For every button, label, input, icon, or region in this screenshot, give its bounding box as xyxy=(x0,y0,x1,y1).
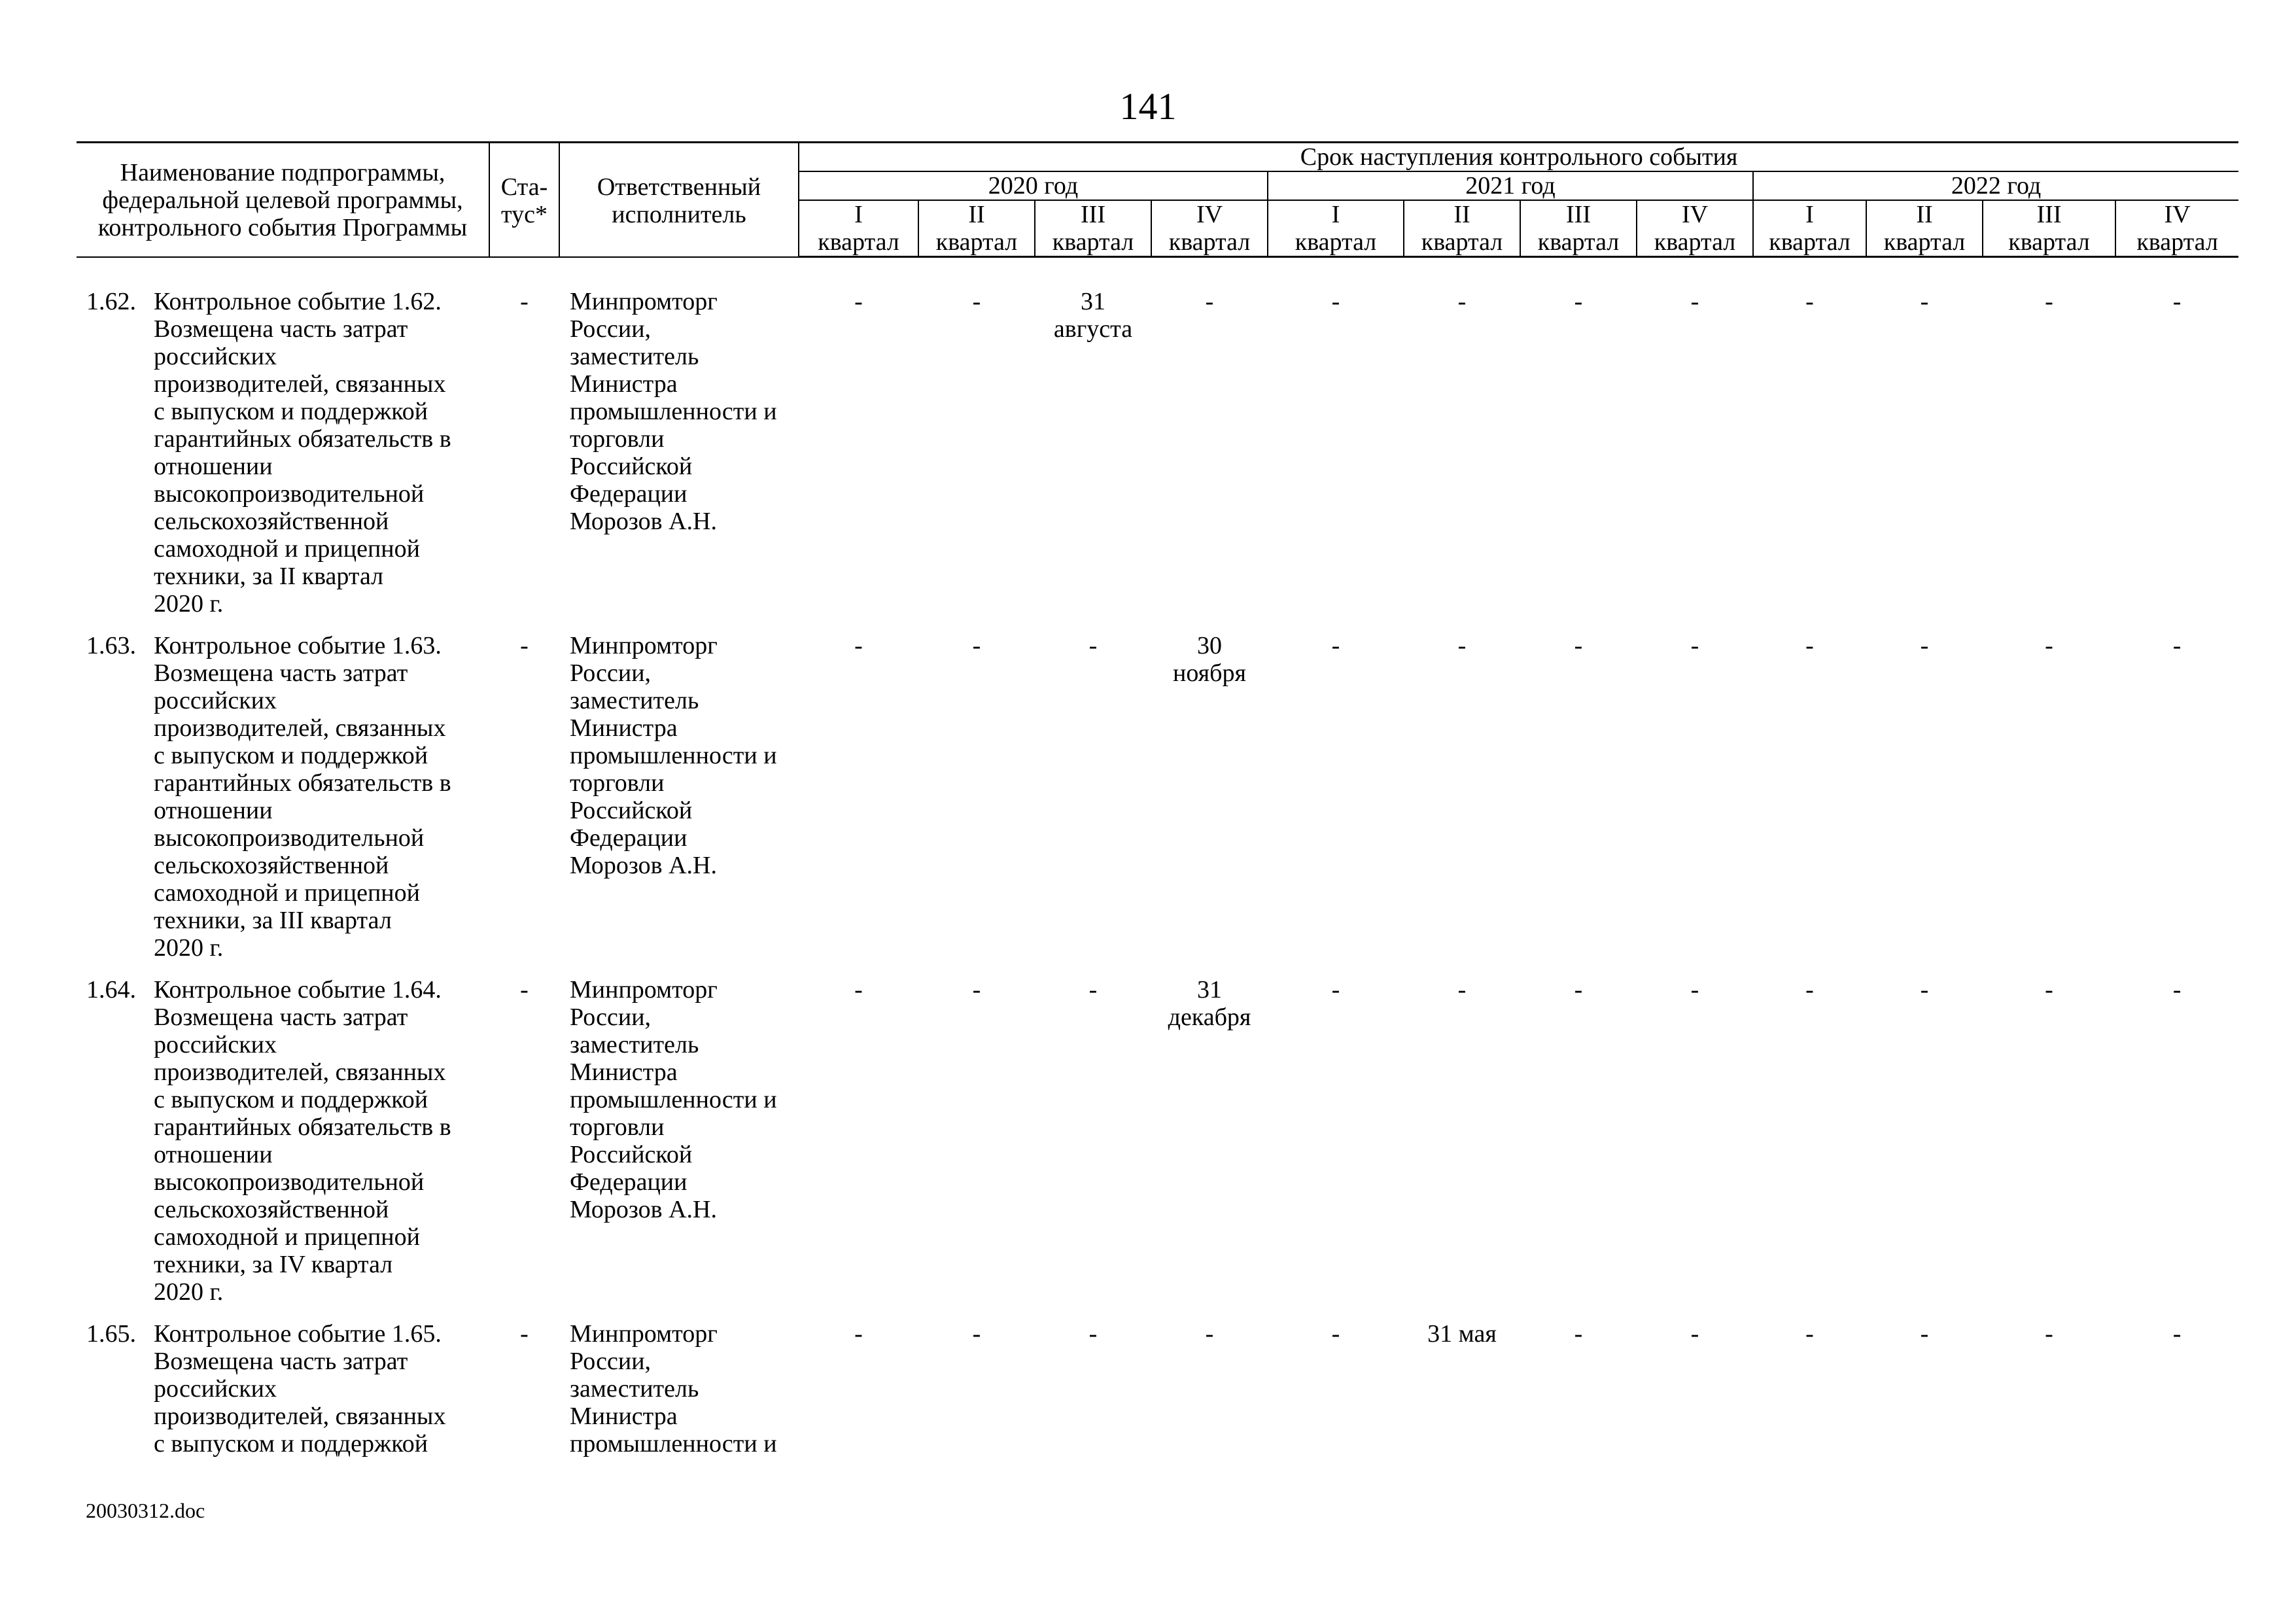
event-description-line: гарантийных обязательств в xyxy=(154,425,451,453)
quarter-deadline-line: - xyxy=(1920,976,1929,1003)
quarter-deadline-line: 31 xyxy=(1197,976,1222,1003)
header-quarter-line: квартал xyxy=(1537,228,1620,256)
header-quarter xyxy=(2115,200,2238,257)
quarter-deadline-cell xyxy=(1035,288,1151,632)
quarter-deadline-line: - xyxy=(1088,632,1098,659)
quarter-deadline-cell xyxy=(918,632,1035,976)
event-name-cell xyxy=(77,632,489,976)
executor-cell xyxy=(559,1320,799,1472)
header-quarter-line: квартал xyxy=(2136,228,2218,256)
header-executor-column xyxy=(559,143,799,257)
header-quarter-line: квартал xyxy=(1654,228,1736,256)
header-quarter-line: I xyxy=(1331,201,1340,228)
quarter-deadline-line: - xyxy=(1690,976,1699,1003)
quarter-deadline-line: - xyxy=(2045,288,2053,315)
quarter-deadline-cell xyxy=(1637,288,1753,632)
header-status-line: тус* xyxy=(501,201,548,228)
quarter-deadline-line: - xyxy=(1457,632,1467,659)
header-quarter-line: квартал xyxy=(1421,228,1503,256)
status-cell: - xyxy=(520,288,529,315)
event-description-line: отношении xyxy=(154,1141,273,1168)
header-name-column xyxy=(77,143,489,257)
executor-line: Российской xyxy=(570,453,693,480)
quarter-deadline-line: - xyxy=(972,1320,981,1348)
executor-line: промышленности и xyxy=(570,742,777,769)
event-description-line: техники, за III квартал xyxy=(154,907,392,934)
event-description xyxy=(154,1320,489,1457)
quarter-deadline-cell xyxy=(1637,1320,1753,1472)
quarter-deadline-line: - xyxy=(1574,632,1583,659)
header-executor-line: Ответственный xyxy=(597,173,761,201)
event-description-line: отношении xyxy=(154,797,273,824)
header-quarter-line: квартал xyxy=(1883,228,1966,256)
header-quarter xyxy=(1866,200,1983,257)
quarter-deadline-cell xyxy=(1268,1320,1404,1472)
header-quarter xyxy=(1983,200,2115,257)
executor-cell xyxy=(559,288,799,632)
event-description xyxy=(154,288,489,618)
quarter-deadline-cell xyxy=(1151,632,1268,976)
executor-line: Федерации xyxy=(570,824,687,852)
quarter-deadline-line: - xyxy=(1331,632,1340,659)
quarter-deadline-line: - xyxy=(2172,976,2182,1003)
event-description xyxy=(154,976,489,1306)
event-description-line: с выпуском и поддержкой xyxy=(154,398,428,425)
executor-line: России, xyxy=(570,1348,652,1375)
event-description-line: Контрольное событие 1.65. xyxy=(154,1320,442,1348)
quarter-deadline-cell xyxy=(1983,288,2115,632)
quarter-deadline-cell xyxy=(2115,976,2238,1320)
event-description-line: высокопроизводительной xyxy=(154,480,425,508)
quarter-deadline-line: - xyxy=(972,288,981,315)
quarter-deadline-cell xyxy=(1151,288,1268,632)
executor-line: Министра xyxy=(570,1058,678,1086)
header-quarter xyxy=(1268,200,1404,257)
quarter-deadline-line: - xyxy=(2172,1320,2182,1348)
event-description-line: Контрольное событие 1.62. xyxy=(154,288,442,315)
executor-line: Федерации xyxy=(570,1168,687,1196)
executor-line: Морозов А.Н. xyxy=(570,852,717,879)
quarter-deadline-cell xyxy=(1520,1320,1637,1472)
event-description-line: 2020 г. xyxy=(154,1278,224,1306)
quarter-deadline-cell xyxy=(1637,632,1753,976)
quarter-deadline-cell xyxy=(799,976,918,1320)
header-quarter xyxy=(1035,200,1151,257)
header-quarter-line: квартал xyxy=(818,228,899,256)
executor-line: промышленности и xyxy=(570,1430,777,1457)
event-description-line: самоходной и прицепной xyxy=(154,1223,420,1251)
quarter-deadline-line: - xyxy=(1457,976,1467,1003)
executor-line: Федерации xyxy=(570,480,687,508)
header-name-line: федеральной целевой программы, xyxy=(102,186,463,214)
header-name-line: контрольного события Программы xyxy=(97,214,468,241)
event-description-line: Возмещена часть затрат xyxy=(154,659,408,687)
table-row xyxy=(77,1320,2238,1472)
event-description-line: производителей, связанных xyxy=(154,1058,446,1086)
table-body xyxy=(77,257,2238,1473)
table-row xyxy=(77,632,2238,976)
quarter-deadline-line: декабря xyxy=(1168,1003,1251,1031)
quarter-deadline-cell xyxy=(1268,288,1404,632)
quarter-deadline-line: - xyxy=(854,632,863,659)
quarter-deadline-cell xyxy=(2115,1320,2238,1472)
header-quarter-line: IV xyxy=(1681,201,1709,228)
executor-line: Российской xyxy=(570,797,693,824)
executor-cell xyxy=(559,632,799,976)
quarter-deadline-line: ноября xyxy=(1173,659,1246,687)
event-description-line: производителей, связанных xyxy=(154,370,446,398)
quarter-deadline-line: - xyxy=(854,1320,863,1348)
header-quarter-line: квартал xyxy=(2008,228,2090,256)
executor-line: заместитель xyxy=(570,1375,699,1403)
executor-line: Минпромторг xyxy=(570,976,718,1003)
quarter-deadline-cell xyxy=(1151,1320,1268,1472)
executor-line: Министра xyxy=(570,714,678,742)
event-description-line: с выпуском и поддержкой xyxy=(154,742,428,769)
executor-line: Министра xyxy=(570,370,678,398)
quarter-deadline-line: - xyxy=(972,632,981,659)
header-year: 2021 год xyxy=(1268,171,1753,200)
quarter-deadline-line: - xyxy=(1690,288,1699,315)
quarter-deadline-line: - xyxy=(1920,1320,1929,1348)
executor-line: Минпромторг xyxy=(570,288,718,315)
quarter-deadline-cell xyxy=(1866,976,1983,1320)
event-description-line: с выпуском и поддержкой xyxy=(154,1086,428,1113)
quarter-deadline-line: - xyxy=(1805,288,1814,315)
quarter-deadline-cell xyxy=(1035,1320,1151,1472)
header-quarter xyxy=(918,200,1035,257)
event-number: 1.63. xyxy=(86,632,136,659)
executor-line: заместитель xyxy=(570,687,699,714)
quarter-deadline-cell xyxy=(1268,976,1404,1320)
header-quarter-line: I xyxy=(1805,201,1814,228)
quarter-deadline-cell xyxy=(1866,632,1983,976)
quarter-deadline-line: - xyxy=(2172,288,2182,315)
event-name-cell xyxy=(77,1320,489,1472)
quarter-deadline-line: августа xyxy=(1053,315,1133,343)
header-name-line: Наименование подпрограммы, xyxy=(120,159,445,186)
executor-line: торговли xyxy=(570,769,665,797)
executor-line: Российской xyxy=(570,1141,693,1168)
quarter-deadline-line: - xyxy=(2045,1320,2053,1348)
header-quarter xyxy=(799,200,918,257)
executor-line: Минпромторг xyxy=(570,1320,718,1348)
quarter-deadline-cell xyxy=(1035,976,1151,1320)
table-header xyxy=(77,143,2238,257)
quarter-deadline-cell xyxy=(1983,632,2115,976)
event-description-line: самоходной и прицепной xyxy=(154,535,420,563)
quarter-deadline-line: - xyxy=(854,288,863,315)
quarter-deadline-line: - xyxy=(1805,976,1814,1003)
event-description-line: Возмещена часть затрат xyxy=(154,1348,408,1375)
quarter-deadline-cell xyxy=(1520,976,1637,1320)
quarter-deadline-line: - xyxy=(1920,288,1929,315)
executor-line: торговли xyxy=(570,425,665,453)
event-description-line: высокопроизводительной xyxy=(154,1168,425,1196)
quarter-deadline-cell xyxy=(918,1320,1035,1472)
executor-line: заместитель xyxy=(570,1031,699,1058)
event-description-line: высокопроизводительной xyxy=(154,824,425,852)
event-description-line: российских xyxy=(154,343,277,370)
status-cell: - xyxy=(520,976,529,1003)
header-quarter-line: III xyxy=(2036,201,2062,228)
executor-line: Морозов А.Н. xyxy=(570,1196,717,1223)
quarter-deadline-cell xyxy=(1753,976,1866,1320)
document-filename: 20030312.doc xyxy=(86,1499,205,1522)
event-description-line: с выпуском и поддержкой xyxy=(154,1430,428,1457)
quarter-deadline-cell xyxy=(1520,288,1637,632)
event-description-line: Возмещена часть затрат xyxy=(154,315,408,343)
executor-line: России, xyxy=(570,315,652,343)
executor-line: Минпромторг xyxy=(570,632,718,659)
table-row xyxy=(77,976,2238,1320)
quarter-deadline-line: - xyxy=(854,976,863,1003)
quarter-deadline-cell xyxy=(1404,976,1520,1320)
status-cell: - xyxy=(520,1320,529,1348)
header-quarter-line: III xyxy=(1566,201,1591,228)
header-quarter-line: II xyxy=(968,201,985,228)
header-quarter-line: I xyxy=(854,201,863,228)
header-quarter xyxy=(1520,200,1637,257)
executor-line: заместитель xyxy=(570,343,699,370)
executor-line: промышленности и xyxy=(570,398,777,425)
quarter-deadline-cell xyxy=(1753,1320,1866,1472)
header-quarter-line: квартал xyxy=(935,228,1018,256)
quarter-deadline-line: - xyxy=(1205,288,1214,315)
event-description-line: самоходной и прицепной xyxy=(154,879,420,907)
executor-line: России, xyxy=(570,1003,652,1031)
event-number: 1.65. xyxy=(86,1320,136,1348)
header-quarter-line: квартал xyxy=(1295,228,1377,256)
event-description-line: Контрольное событие 1.63. xyxy=(154,632,442,659)
quarter-deadline-cell xyxy=(799,288,918,632)
control-events-table xyxy=(77,141,2238,1472)
header-deadline-group: Срок наступления контрольного события xyxy=(799,143,2238,172)
executor-cell xyxy=(559,976,799,1320)
event-description-line: сельскохозяйственной xyxy=(154,508,389,535)
event-description-line: российских xyxy=(154,1375,277,1403)
quarter-deadline-cell xyxy=(918,288,1035,632)
header-status-column xyxy=(489,143,559,257)
header-status-line: Ста- xyxy=(500,173,548,201)
quarter-deadline-cell xyxy=(1520,632,1637,976)
header-quarter-line: IV xyxy=(1196,201,1223,228)
event-description-line: сельскохозяйственной xyxy=(154,1196,389,1223)
quarter-deadline-line: - xyxy=(1088,976,1098,1003)
executor-line: России, xyxy=(570,659,652,687)
header-quarter-line: II xyxy=(1916,201,1933,228)
quarter-deadline-cell xyxy=(1151,976,1268,1320)
header-quarter xyxy=(1753,200,1866,257)
quarter-deadline-line: - xyxy=(1805,632,1814,659)
event-description-line: Возмещена часть затрат xyxy=(154,1003,408,1031)
event-description xyxy=(154,632,489,962)
status-cell: - xyxy=(520,632,529,659)
header-quarter-line: III xyxy=(1081,201,1105,228)
event-description-line: сельскохозяйственной xyxy=(154,852,389,879)
event-description-line: техники, за II квартал xyxy=(154,563,384,590)
header-year: 2022 год xyxy=(1753,171,2238,200)
event-description-line: 2020 г. xyxy=(154,590,224,618)
quarter-deadline-line: - xyxy=(1088,1320,1098,1348)
header-quarter-line: квартал xyxy=(1052,228,1134,256)
header-quarter-line: квартал xyxy=(1168,228,1251,256)
quarter-deadline-line: - xyxy=(1331,288,1340,315)
quarter-deadline-cell xyxy=(1866,288,1983,632)
event-description-line: российских xyxy=(154,1031,277,1058)
quarter-deadline-line: 30 xyxy=(1197,632,1222,659)
event-description-line: гарантийных обязательств в xyxy=(154,1113,451,1141)
event-description-line: производителей, связанных xyxy=(154,714,446,742)
quarter-deadline-cell xyxy=(1035,632,1151,976)
executor-line: Морозов А.Н. xyxy=(570,508,717,535)
quarter-deadline-cell xyxy=(799,632,918,976)
quarter-deadline-cell xyxy=(1753,288,1866,632)
quarter-deadline-line: - xyxy=(1690,1320,1699,1348)
quarter-deadline-cell xyxy=(799,1320,918,1472)
quarter-deadline-cell xyxy=(1753,632,1866,976)
header-executor-line: исполнитель xyxy=(612,201,746,228)
header-quarter-line: квартал xyxy=(1769,228,1851,256)
quarter-deadline-line: - xyxy=(1331,1320,1340,1348)
quarter-deadline-cell xyxy=(1404,632,1520,976)
quarter-deadline-line: - xyxy=(1574,976,1583,1003)
quarter-deadline-cell xyxy=(2115,632,2238,976)
quarter-deadline-line: - xyxy=(1457,288,1467,315)
quarter-deadline-line: - xyxy=(1331,976,1340,1003)
executor-line: Министра xyxy=(570,1403,678,1430)
quarter-deadline-line: - xyxy=(972,976,981,1003)
table-row xyxy=(77,288,2238,632)
quarter-deadline-line: - xyxy=(1690,632,1699,659)
quarter-deadline-cell xyxy=(1404,1320,1520,1472)
event-description-line: отношении xyxy=(154,453,273,480)
quarter-deadline-line: - xyxy=(2172,632,2182,659)
quarter-deadline-line: - xyxy=(1805,1320,1814,1348)
quarter-deadline-cell xyxy=(1404,288,1520,632)
quarter-deadline-cell xyxy=(1866,1320,1983,1472)
page-number: 141 xyxy=(1119,85,1177,128)
quarter-deadline-cell xyxy=(1268,632,1404,976)
header-quarter xyxy=(1404,200,1520,257)
event-description-line: Контрольное событие 1.64. xyxy=(154,976,442,1003)
event-description-line: российских xyxy=(154,687,277,714)
header-quarter-line: IV xyxy=(2164,201,2191,228)
quarter-deadline-cell xyxy=(1637,976,1753,1320)
quarter-deadline-cell xyxy=(1983,1320,2115,1472)
quarter-deadline-line: - xyxy=(1205,1320,1214,1348)
quarter-deadline-line: - xyxy=(1920,632,1929,659)
header-quarter xyxy=(1151,200,1268,257)
event-description-line: 2020 г. xyxy=(154,934,224,962)
event-name-cell xyxy=(77,976,489,1320)
header-year: 2020 год xyxy=(799,171,1268,200)
event-description-line: гарантийных обязательств в xyxy=(154,769,451,797)
executor-line: промышленности и xyxy=(570,1086,777,1113)
quarter-deadline-line: 31 xyxy=(1081,288,1105,315)
event-description-line: техники, за IV квартал xyxy=(154,1251,393,1278)
event-number: 1.64. xyxy=(86,976,136,1003)
event-number: 1.62. xyxy=(86,288,136,315)
header-quarter xyxy=(1637,200,1753,257)
quarter-deadline-line: - xyxy=(1574,288,1583,315)
header-quarter-line: II xyxy=(1453,201,1470,228)
quarter-deadline-line: 31 мая xyxy=(1427,1320,1497,1348)
quarter-deadline-cell xyxy=(2115,288,2238,632)
quarter-deadline-cell xyxy=(1983,976,2115,1320)
quarter-deadline-line: - xyxy=(2045,976,2053,1003)
quarter-deadline-line: - xyxy=(2045,632,2053,659)
event-name-cell xyxy=(77,288,489,632)
quarter-deadline-cell xyxy=(918,976,1035,1320)
quarter-deadline-line: - xyxy=(1574,1320,1583,1348)
event-description-line: производителей, связанных xyxy=(154,1403,446,1430)
executor-line: торговли xyxy=(570,1113,665,1141)
